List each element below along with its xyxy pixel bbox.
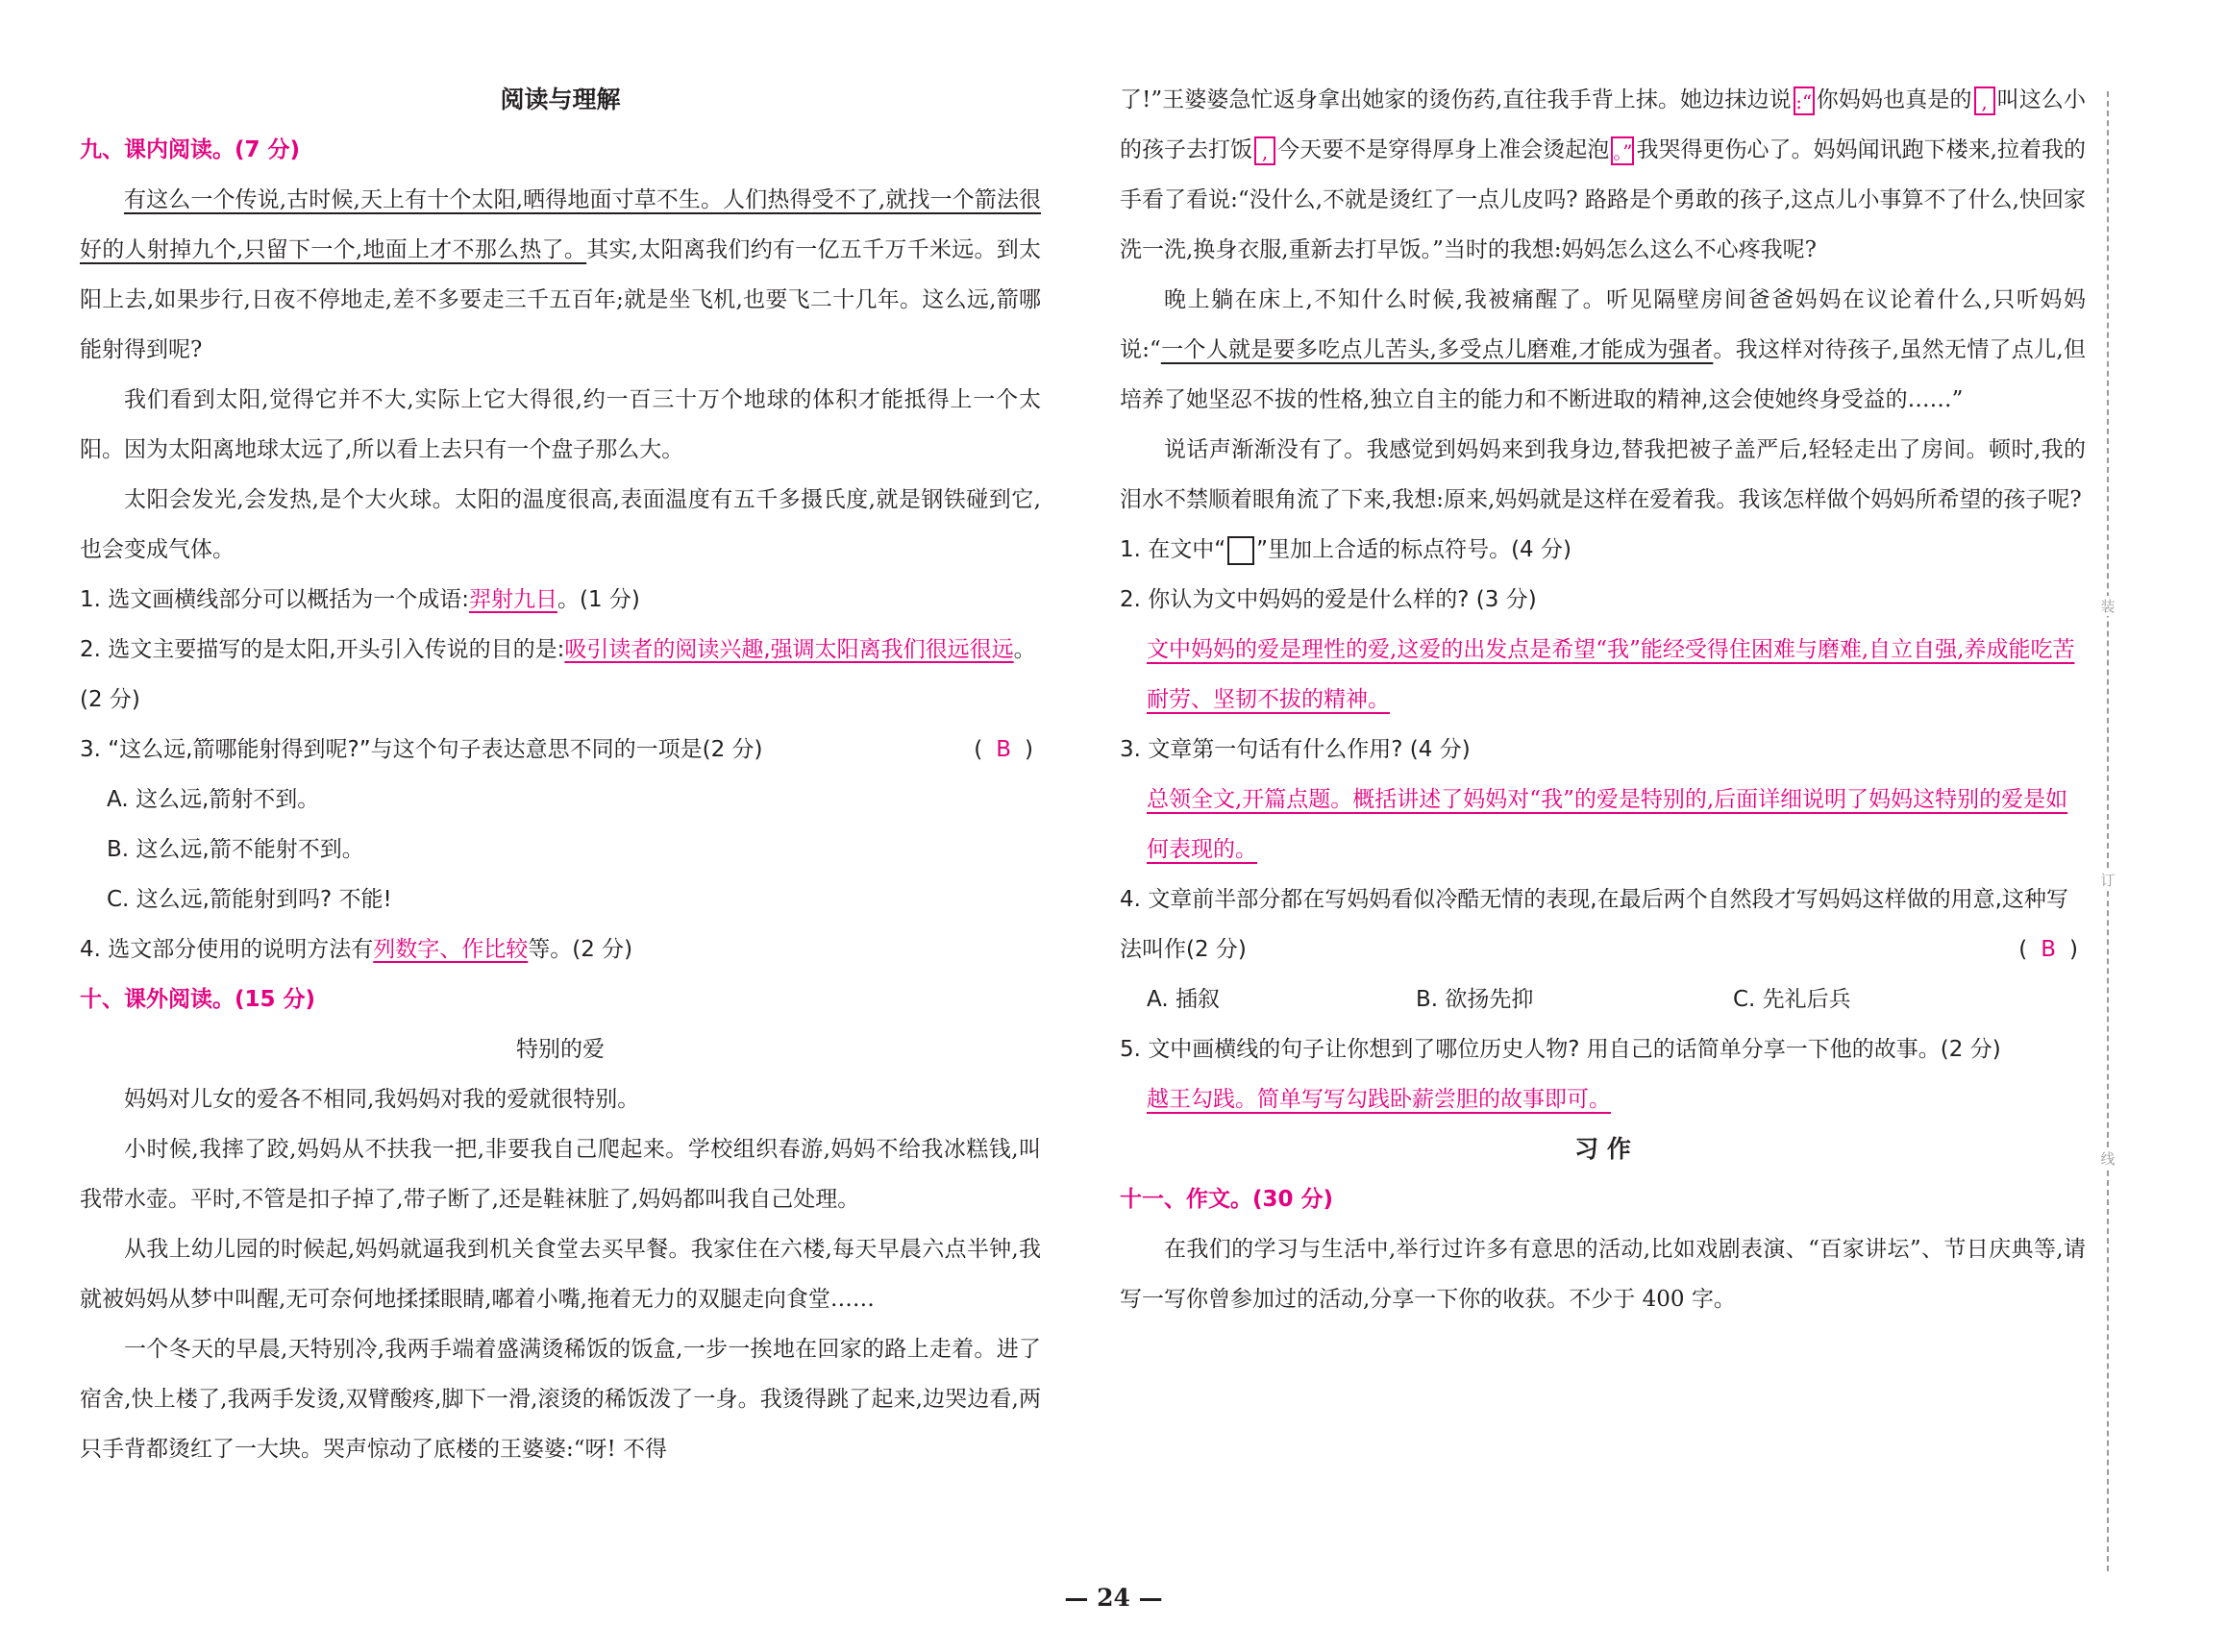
question-3 <box>80 725 1041 775</box>
binding-line <box>2107 91 2109 1571</box>
q3-answer-paren <box>974 725 1033 775</box>
rq1-post: ”里加上合适的标点符号。(4 分) <box>1256 537 1571 562</box>
rq4-option-b: B. 欲扬先抑 <box>1416 987 1534 1012</box>
passage1-underlined: 有这么一个传说,古时候,天上有十个太阳,晒得地面寸草不生。人们热得受不了,就找一个箭法很好的人射掉九个,只留下一个,地面上才不那么热了。 <box>80 187 1041 262</box>
story-cont-p1-d: 今天要不是穿得厚身上准会烫起泡 <box>1277 137 1610 162</box>
q1-score: 。(1 分) <box>557 587 640 612</box>
story-cont-p1-b: 你妈妈也真是的 <box>1816 87 1972 112</box>
story-cont-p2-b: 。我这样对待孩子,虽然无情了点儿,但培养了她坚忍不拔的性格,独立自主的能力和不断进取的精神,这会使她终身受益的……” <box>1120 337 2086 412</box>
q4-score: 等。(2 分) <box>528 937 633 962</box>
question-1 <box>80 575 1041 625</box>
rq4-options <box>1147 974 2086 1024</box>
rq1-pre: 1. 在文中“ <box>1120 537 1226 562</box>
story-cont-p1 <box>1120 75 2086 275</box>
q2-text: 2. 选文主要描写的是太阳,开头引入传说的目的是: <box>80 637 565 662</box>
paren-open: ( <box>974 737 983 762</box>
right-column <box>1120 75 2086 1324</box>
q3-option-c: C. 这么远,箭能射到吗? 不能! <box>107 887 392 912</box>
page-number: — 24 — <box>1064 1584 1163 1612</box>
story-cont-p1-a: 了!”王婆婆急忙返身拿出她家的烫伤药,直往我手背上抹。她边抹边说 <box>1120 87 1792 112</box>
story-title: 特别的爱 <box>516 1037 605 1062</box>
q4-text: 4. 选文部分使用的说明方法有 <box>80 937 374 962</box>
story-cont-p3: 说话声渐渐没有了。我感觉到妈妈来到我身边,替我把被子盖严后,轻轻走出了房间。顿时,我的泪水不禁顺着眼角流了下来,我想:原来,妈妈就是这样在爱着我。我该怎样做个妈妈所希望的孩子呢? <box>1120 437 2086 512</box>
part10-heading: 十、课外阅读。(15 分) <box>80 987 316 1012</box>
q3-option-a: A. 这么远,箭射不到。 <box>107 787 320 812</box>
rq3-answer: 总领全文,开篇点题。概括讲述了妈妈对“我”的爱是特别的,后面详细说明了妈妈这特别的爱是如何表现的。 <box>1147 787 2068 862</box>
r-question-3: 3. 文章第一句话有什么作用? (4 分) <box>1120 737 1471 762</box>
section-title: 阅读与理解 <box>500 86 621 113</box>
q2-score: 。(2 分) <box>80 637 1036 712</box>
punct-box-4: 。” <box>1611 136 1634 165</box>
paren-close: ) <box>2069 937 2078 962</box>
writing-title: 习 作 <box>1574 1135 1631 1163</box>
part9-heading: 九、课内阅读。(7 分) <box>80 137 301 162</box>
passage1-p1-rest: 其实,太阳离我们约有一亿五千万千米远。到太阳上去,如果步行,日夜不停地走,差不多要走三千五百年;就是坐飞机,也要飞二十几年。这么远,箭哪能射得到呢? <box>80 237 1041 362</box>
story-cont-p2 <box>1120 275 2086 425</box>
rq2-answer: 文中妈妈的爱是理性的爱,这爱的出发点是希望“我”能经受得住困难与磨难,自立自强,养成能吃苦耐劳、坚韧不拔的精神。 <box>1147 637 2075 712</box>
rq4-answer: B <box>2041 937 2057 962</box>
q3-answer: B <box>996 737 1012 762</box>
binding-mark-1: 装 <box>2097 596 2118 616</box>
story-cont-p1-c: 叫这么小的孩子去打饭 <box>1120 87 2087 162</box>
passage1-p1 <box>80 175 1041 375</box>
rq4-text: 4. 文章前半部分都在写妈妈看似冷酷无情的表现,在最后两个自然段才写妈妈这样做的用意,这种写法叫作(2 分) <box>1120 887 2068 962</box>
story-cont-p2-a: 晚上躺在床上,不知什么时候,我被痛醒了。听见隔壁房间爸爸妈妈在议论着什么,只听妈妈说:“ <box>1120 287 2086 362</box>
q3-text: 3. “这么远,箭哪能射得到呢?”与这个句子表达意思不同的一项是(2 分) <box>80 737 763 762</box>
punct-box-2: , <box>1974 86 1995 115</box>
paren-close: ) <box>1025 737 1033 762</box>
q2-answer: 吸引读者的阅读兴趣,强调太阳离我们很远很远 <box>564 637 1014 662</box>
story-p1: 妈妈对儿女的爱各不相同,我妈妈对我的爱就很特别。 <box>124 1087 640 1112</box>
empty-box-icon <box>1227 536 1254 565</box>
rq4-option-c: C. 先礼后兵 <box>1733 987 1851 1012</box>
story-p3: 从我上幼儿园的时候起,妈妈就逼我到机关食堂去买早餐。我家住在六楼,每天早晨六点半钟,我就被妈妈从梦中叫醒,无可奈何地揉揉眼睛,嘟着小嘴,拖着无力的双腿走向食堂…… <box>80 1237 1041 1312</box>
writing-prompt: 在我们的学习与生活中,举行过许多有意思的活动,比如戏剧表演、“百家讲坛”、节日庆典等,请写一写你曾参加过的活动,分享一下你的收获。不少于 400 字。 <box>1120 1237 2086 1312</box>
q1-text: 1. 选文画横线部分可以概括为一个成语: <box>80 587 470 612</box>
passage1-p2: 我们看到太阳,觉得它并不大,实际上它大得很,约一百三十万个地球的体积才能抵得上一个太阳。因为太阳离地球太远了,所以看上去只有一个盘子那么大。 <box>80 387 1041 462</box>
r-question-2: 2. 你认为文中妈妈的爱是什么样的? (3 分) <box>1120 587 1537 612</box>
passage1-p3: 太阳会发光,会发热,是个大火球。太阳的温度很高,表面温度有五千多摄氏度,就是钢铁碰到它,也会变成气体。 <box>80 487 1041 562</box>
story-underlined-sentence: 一个人就是要多吃点儿苦头,多受点儿磨难,才能成为强者 <box>1160 337 1714 362</box>
binding-mark-3: 线 <box>2097 1148 2118 1169</box>
story-p4: 一个冬天的早晨,天特别冷,我两手端着盛满烫稀饭的饭盒,一步一挨地在回家的路上走着。进了宿舍,快上楼了,我两手发烫,双臂酸疼,脚下一滑,滚烫的稀饭泼了一身。我烫得跳了起来,边哭边看,两只手背都烫红了一大块。哭声惊动了底楼的王婆婆:“呀! 不得 <box>80 1337 1041 1462</box>
part11-heading: 十一、作文。(30 分) <box>1120 1187 1334 1212</box>
binding-mark-2: 订 <box>2097 870 2118 890</box>
q4-answer: 列数字、作比较 <box>373 937 529 962</box>
left-column <box>80 75 1041 1474</box>
r-question-1 <box>1120 525 2086 575</box>
q1-answer: 羿射九日 <box>469 587 558 612</box>
rq4-option-a: A. 插叙 <box>1147 987 1220 1012</box>
question-2 <box>80 625 1041 725</box>
question-4 <box>80 925 1041 974</box>
punct-box-1: :“ <box>1794 86 1815 115</box>
q3-option-b: B. 这么远,箭不能射不到。 <box>107 837 364 862</box>
story-cont-p1-e: 我哭得更伤心了。妈妈闻讯跑下楼来,拉着我的手看了看说:“没什么,不就是烫红了一点儿皮吗? 路路是个勇敢的孩子,这点儿小事算不了什么,快回家洗一洗,换身衣服,重新去打早饭。”当时的我想:妈妈怎么这么不心疼我呢? <box>1120 137 2087 262</box>
rq4-answer-paren <box>2018 925 2078 974</box>
story-p2: 小时候,我摔了跤,妈妈从不扶我一把,非要我自己爬起来。学校组织春游,妈妈不给我冰糕钱,叫我带水壶。平时,不管是扣子掉了,带子断了,还是鞋袜脏了,妈妈都叫我自己处理。 <box>80 1137 1041 1212</box>
paren-open: ( <box>2018 937 2028 962</box>
rq5-answer: 越王勾践。简单写写勾践卧薪尝胆的故事即可。 <box>1147 1087 1611 1112</box>
r-question-4 <box>1120 875 2086 974</box>
punct-box-3: , <box>1254 136 1275 165</box>
r-question-5: 5. 文中画横线的句子让你想到了哪位历史人物? 用自己的话简单分享一下他的故事。(2 分) <box>1120 1037 2001 1062</box>
